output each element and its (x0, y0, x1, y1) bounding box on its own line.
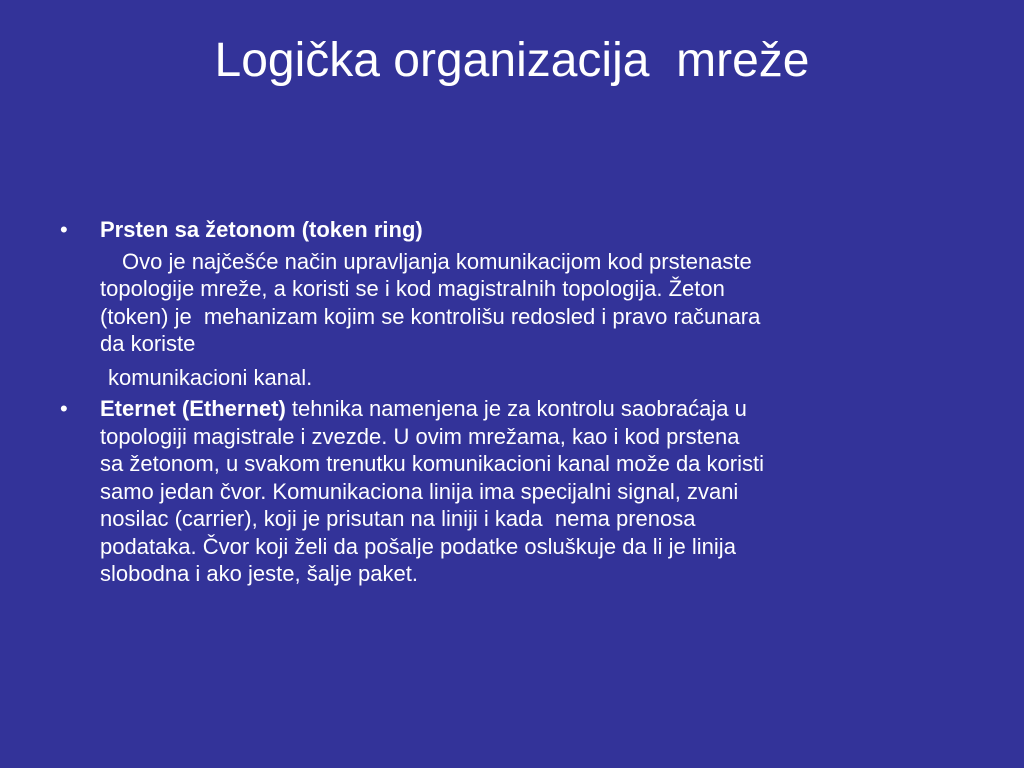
paragraph-line: (token) je mehanizam kojim se kontrolišu redosled i pravo računara (100, 303, 761, 329)
bullet-heading: Eternet (Ethernet) (100, 396, 286, 421)
bullet-first-line (100, 395, 980, 423)
paragraph-line: nosilac (carrier), koji je prisutan na liniji i kada nema prenosa (100, 506, 696, 531)
paragraph-line: samo jedan čvor. Komunikaciona linija ima specijalni signal, zvani (100, 478, 739, 504)
bullet-icon: • (60, 217, 68, 242)
paragraph-line: slobodna i ako jeste, šalje paket. (100, 561, 418, 586)
paragraph-line: komunikacioni kanal. (108, 364, 313, 390)
bullet-heading: Prsten sa žetonom (token ring) (100, 217, 423, 242)
paragraph-line: topologije mreže, a koristi se i kod magistralnih topologija. Žeton (100, 276, 725, 301)
bullet-heading-rest: tehnika namenjena je za kontrolu saobraćaja u (285, 396, 747, 421)
slide-title: Logička organizacija mreže (214, 34, 810, 87)
bullet-item-token-ring (60, 216, 980, 391)
paragraph-line: Ovo je najčešće način upravljanja komunikacijom kod prstenaste (122, 248, 752, 274)
bullet-icon: • (60, 396, 68, 421)
paragraph-line: topologiji magistrale i zvezde. U ovim mrežama, kao i kod prstena (100, 423, 740, 449)
paragraph-line: da koriste (100, 331, 196, 356)
paragraph-line: sa žetonom, u svakom trenutku komunikacioni kanal može da koristi (100, 451, 764, 476)
bullet-item-ethernet (60, 395, 980, 588)
slide-content (60, 216, 980, 592)
paragraph-line: podataka. Čvor koji želi da pošalje podatke osluškuje da li je linija (100, 533, 736, 559)
